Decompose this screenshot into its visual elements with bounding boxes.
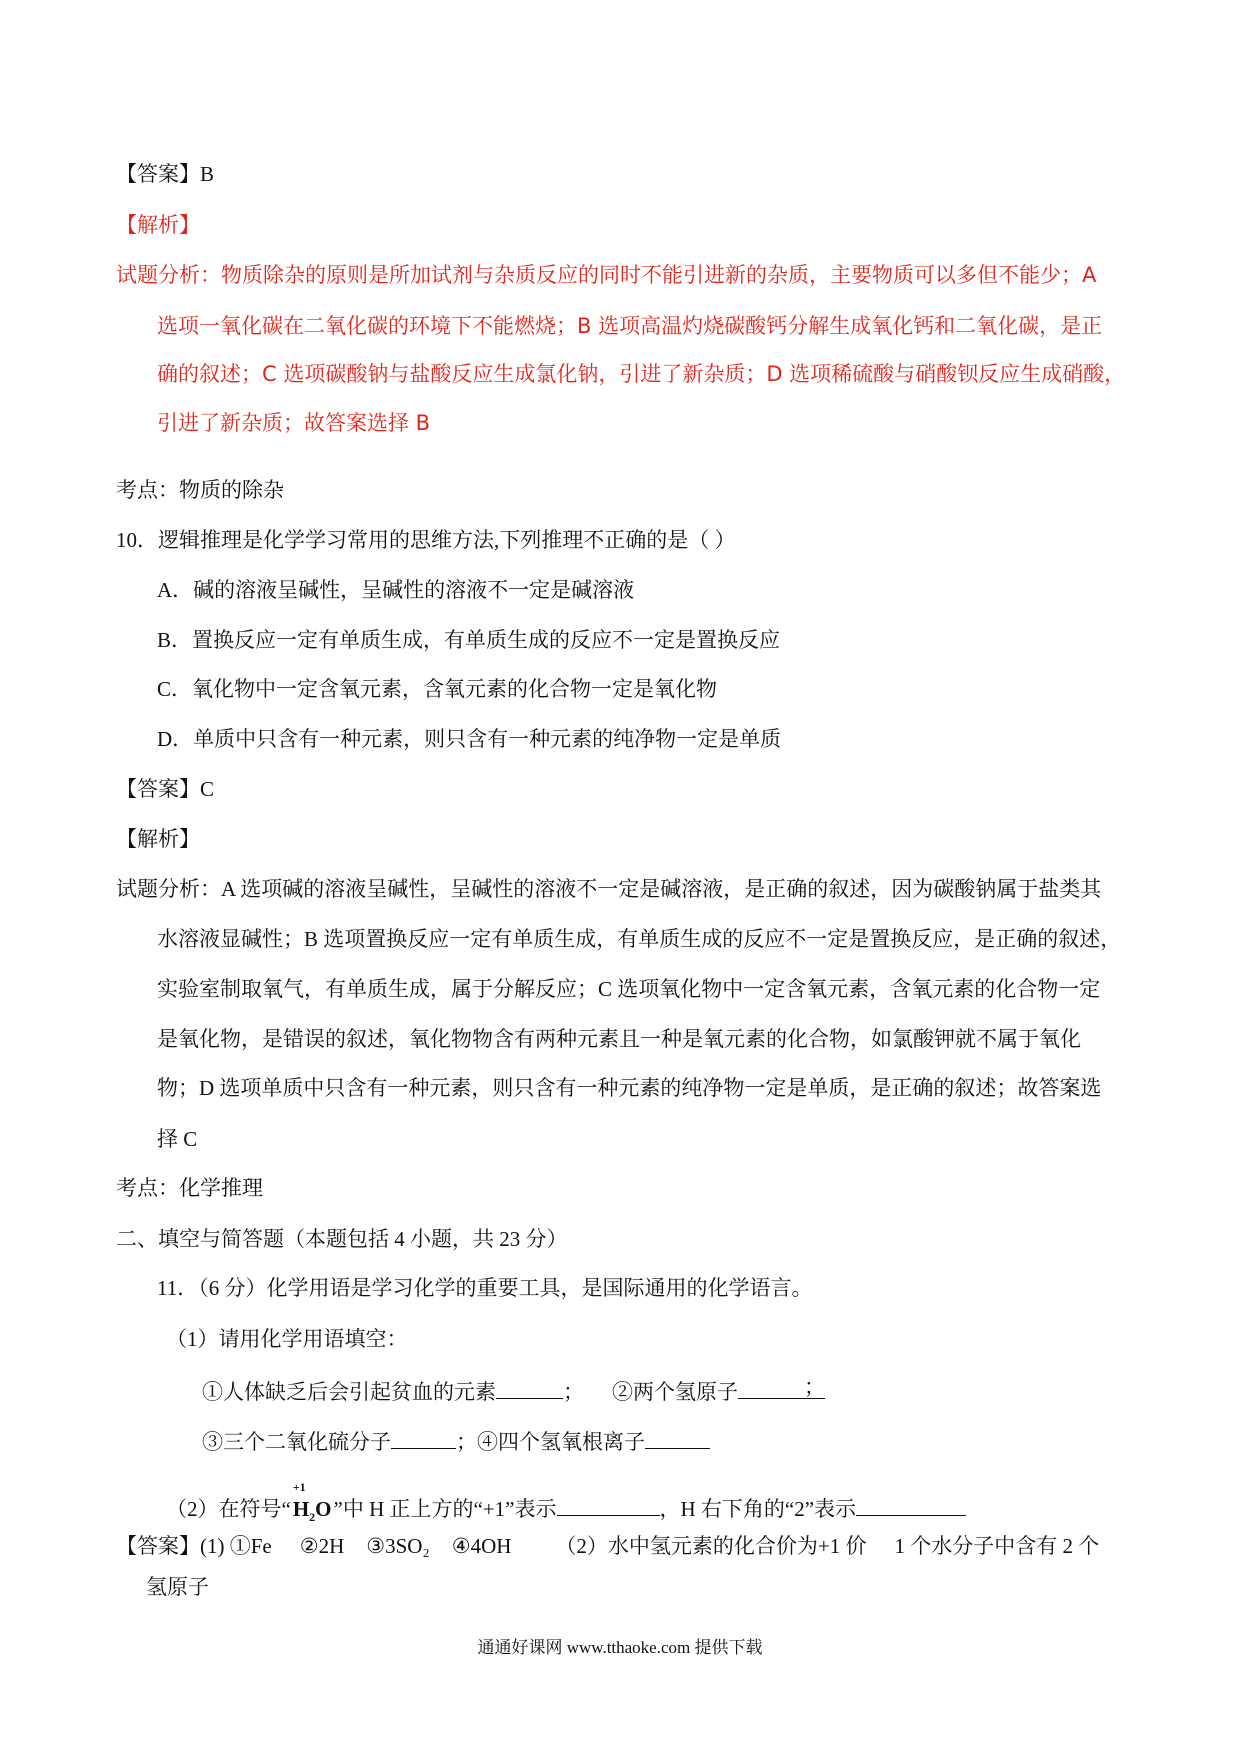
fill-separator: ；	[456, 1430, 477, 1454]
page-footer: 通通好课网 www.tthaoke.com 提供下载	[477, 1638, 763, 1657]
q10-analysis-line: 实验室制取氧气，有单质生成，属于分解反应；C 选项氧化物中一定含氧元素，含氧元素的化合物一定	[157, 977, 1101, 1001]
answer-part: ②2H	[299, 1534, 345, 1558]
answer-blank	[391, 1426, 456, 1449]
section-title: 二、填空与简答题（本题包括 4 小题，共 23 分）	[116, 1227, 568, 1251]
element-letter: H	[292, 1497, 310, 1521]
q10-analysis-line: 水溶液显碱性；B 选项置换反应一定有单质生成，有单质生成的反应不一定是置换反应，是正确的叙述，	[157, 927, 1122, 951]
answer-label: 【答案】	[116, 162, 200, 186]
q11-answer-continuation: 氢原子	[146, 1575, 209, 1599]
valence-label: +1	[292, 1480, 306, 1494]
part2-text: ，H 右下角的“2”表示	[659, 1497, 857, 1521]
q11-part2-line	[166, 1480, 966, 1525]
fill-item: ①人体缺乏后会引起贫血的元素	[202, 1380, 496, 1404]
q9-analysis-line: 试题分析：物质除杂的原则是所加试剂与杂质反应的同时不能引进新的杂质，主要物质可以多但不能少；A	[116, 263, 1097, 287]
answer-blank	[645, 1426, 710, 1449]
q9-analysis-label: 【解析】	[116, 213, 200, 237]
answer-part: 1 个水分子中含有 2 个	[894, 1534, 1100, 1558]
q9-answer-line	[116, 161, 214, 187]
subscript: 2	[309, 1510, 316, 1525]
answer-value: C	[200, 777, 215, 801]
answer-part: （2）水中氢元素的化合价为+1 价	[555, 1534, 867, 1558]
answer-part: ③3SO₂	[366, 1534, 430, 1558]
answer-value: B	[200, 162, 215, 186]
answer-blank	[557, 1493, 660, 1516]
answer-label: 【答案】	[116, 777, 200, 801]
q10-option-b: B．置换反应一定有单质生成，有单质生成的反应不一定是置换反应	[157, 628, 781, 652]
fill-item: ②两个氢原子	[612, 1380, 738, 1404]
answer-blank	[856, 1493, 966, 1516]
fill-item: ④四个氢氧根离子	[477, 1430, 645, 1454]
q10-analysis-line: 择 C	[157, 1127, 198, 1151]
q9-topic: 考点：物质的除杂	[116, 478, 284, 502]
water-symbol	[292, 1480, 332, 1530]
q11-fill-line-1	[202, 1376, 825, 1402]
q10-option-d: D．单质中只含有一种元素，则只含有一种元素的纯净物一定是单质	[157, 727, 782, 751]
q10-analysis-line: 是氧化物，是错误的叙述，氧化物物含有两种元素且一种是氧元素的化合物，如氯酸钾就不属于氧化	[157, 1027, 1081, 1051]
answer-label: 【答案】	[116, 1534, 200, 1558]
q10-option-c: C．氧化物中一定含氧元素，含氧元素的化合物一定是氧化物	[157, 677, 718, 701]
fill-item: ③三个二氧化硫分子	[202, 1430, 391, 1454]
q10-analysis-label: 【解析】	[116, 827, 200, 851]
answer-blank	[496, 1376, 563, 1399]
answer-part: ④4OH	[451, 1534, 512, 1558]
answer-blank	[738, 1376, 825, 1399]
q9-analysis-line: 确的叙述；C 选项碳酸钠与盐酸反应生成氯化钠，引进了新杂质；D 选项稀硫酸与硝酸钡反应生成硝酸，	[157, 362, 1126, 386]
q9-analysis-line: 引进了新杂质；故答案选择 B	[157, 411, 431, 435]
q11-part1-label: （1）请用化学用语填空：	[166, 1327, 408, 1351]
q10-topic: 考点：化学推理	[116, 1176, 263, 1200]
q10-answer-line	[116, 776, 214, 802]
q9-analysis-line: 选项一氧化碳在二氧化碳的环境下不能燃烧；B 选项高温灼烧碳酸钙分解生成氧化钙和二氧化碳，是正	[157, 314, 1103, 338]
element-letter: O	[315, 1497, 332, 1521]
part2-text: ”中 H 正上方的“+1”表示	[333, 1497, 557, 1521]
q10-option-a: A．碱的溶液呈碱性，呈碱性的溶液不一定是碱溶液	[157, 578, 635, 602]
part2-prefix: （2）在符号“	[166, 1497, 291, 1521]
answer-part: (1) ①Fe	[200, 1534, 272, 1558]
q11-stem: 11．（6 分）化学用语是学习化学的重要工具，是国际通用的化学语言。	[157, 1276, 813, 1300]
q10-stem: 10．逻辑推理是化学学习常用的思维方法,下列推理不正确的是（ ）	[116, 528, 736, 552]
q11-answer-line	[116, 1533, 1099, 1559]
fill-separator: ；	[563, 1380, 584, 1404]
q10-analysis-line: 试题分析：A 选项碱的溶液呈碱性，呈碱性的溶液不一定是碱溶液，是正确的叙述，因为碳酸钠属于盐类其	[116, 877, 1102, 901]
q10-analysis-line: 物；D 选项单质中只含有一种元素，则只含有一种元素的纯净物一定是单质，是正确的叙述；故答案选	[157, 1076, 1102, 1100]
fill-separator: ；	[804, 1375, 825, 1399]
hydrogen-element	[292, 1480, 310, 1522]
q11-fill-line-2	[202, 1426, 710, 1452]
